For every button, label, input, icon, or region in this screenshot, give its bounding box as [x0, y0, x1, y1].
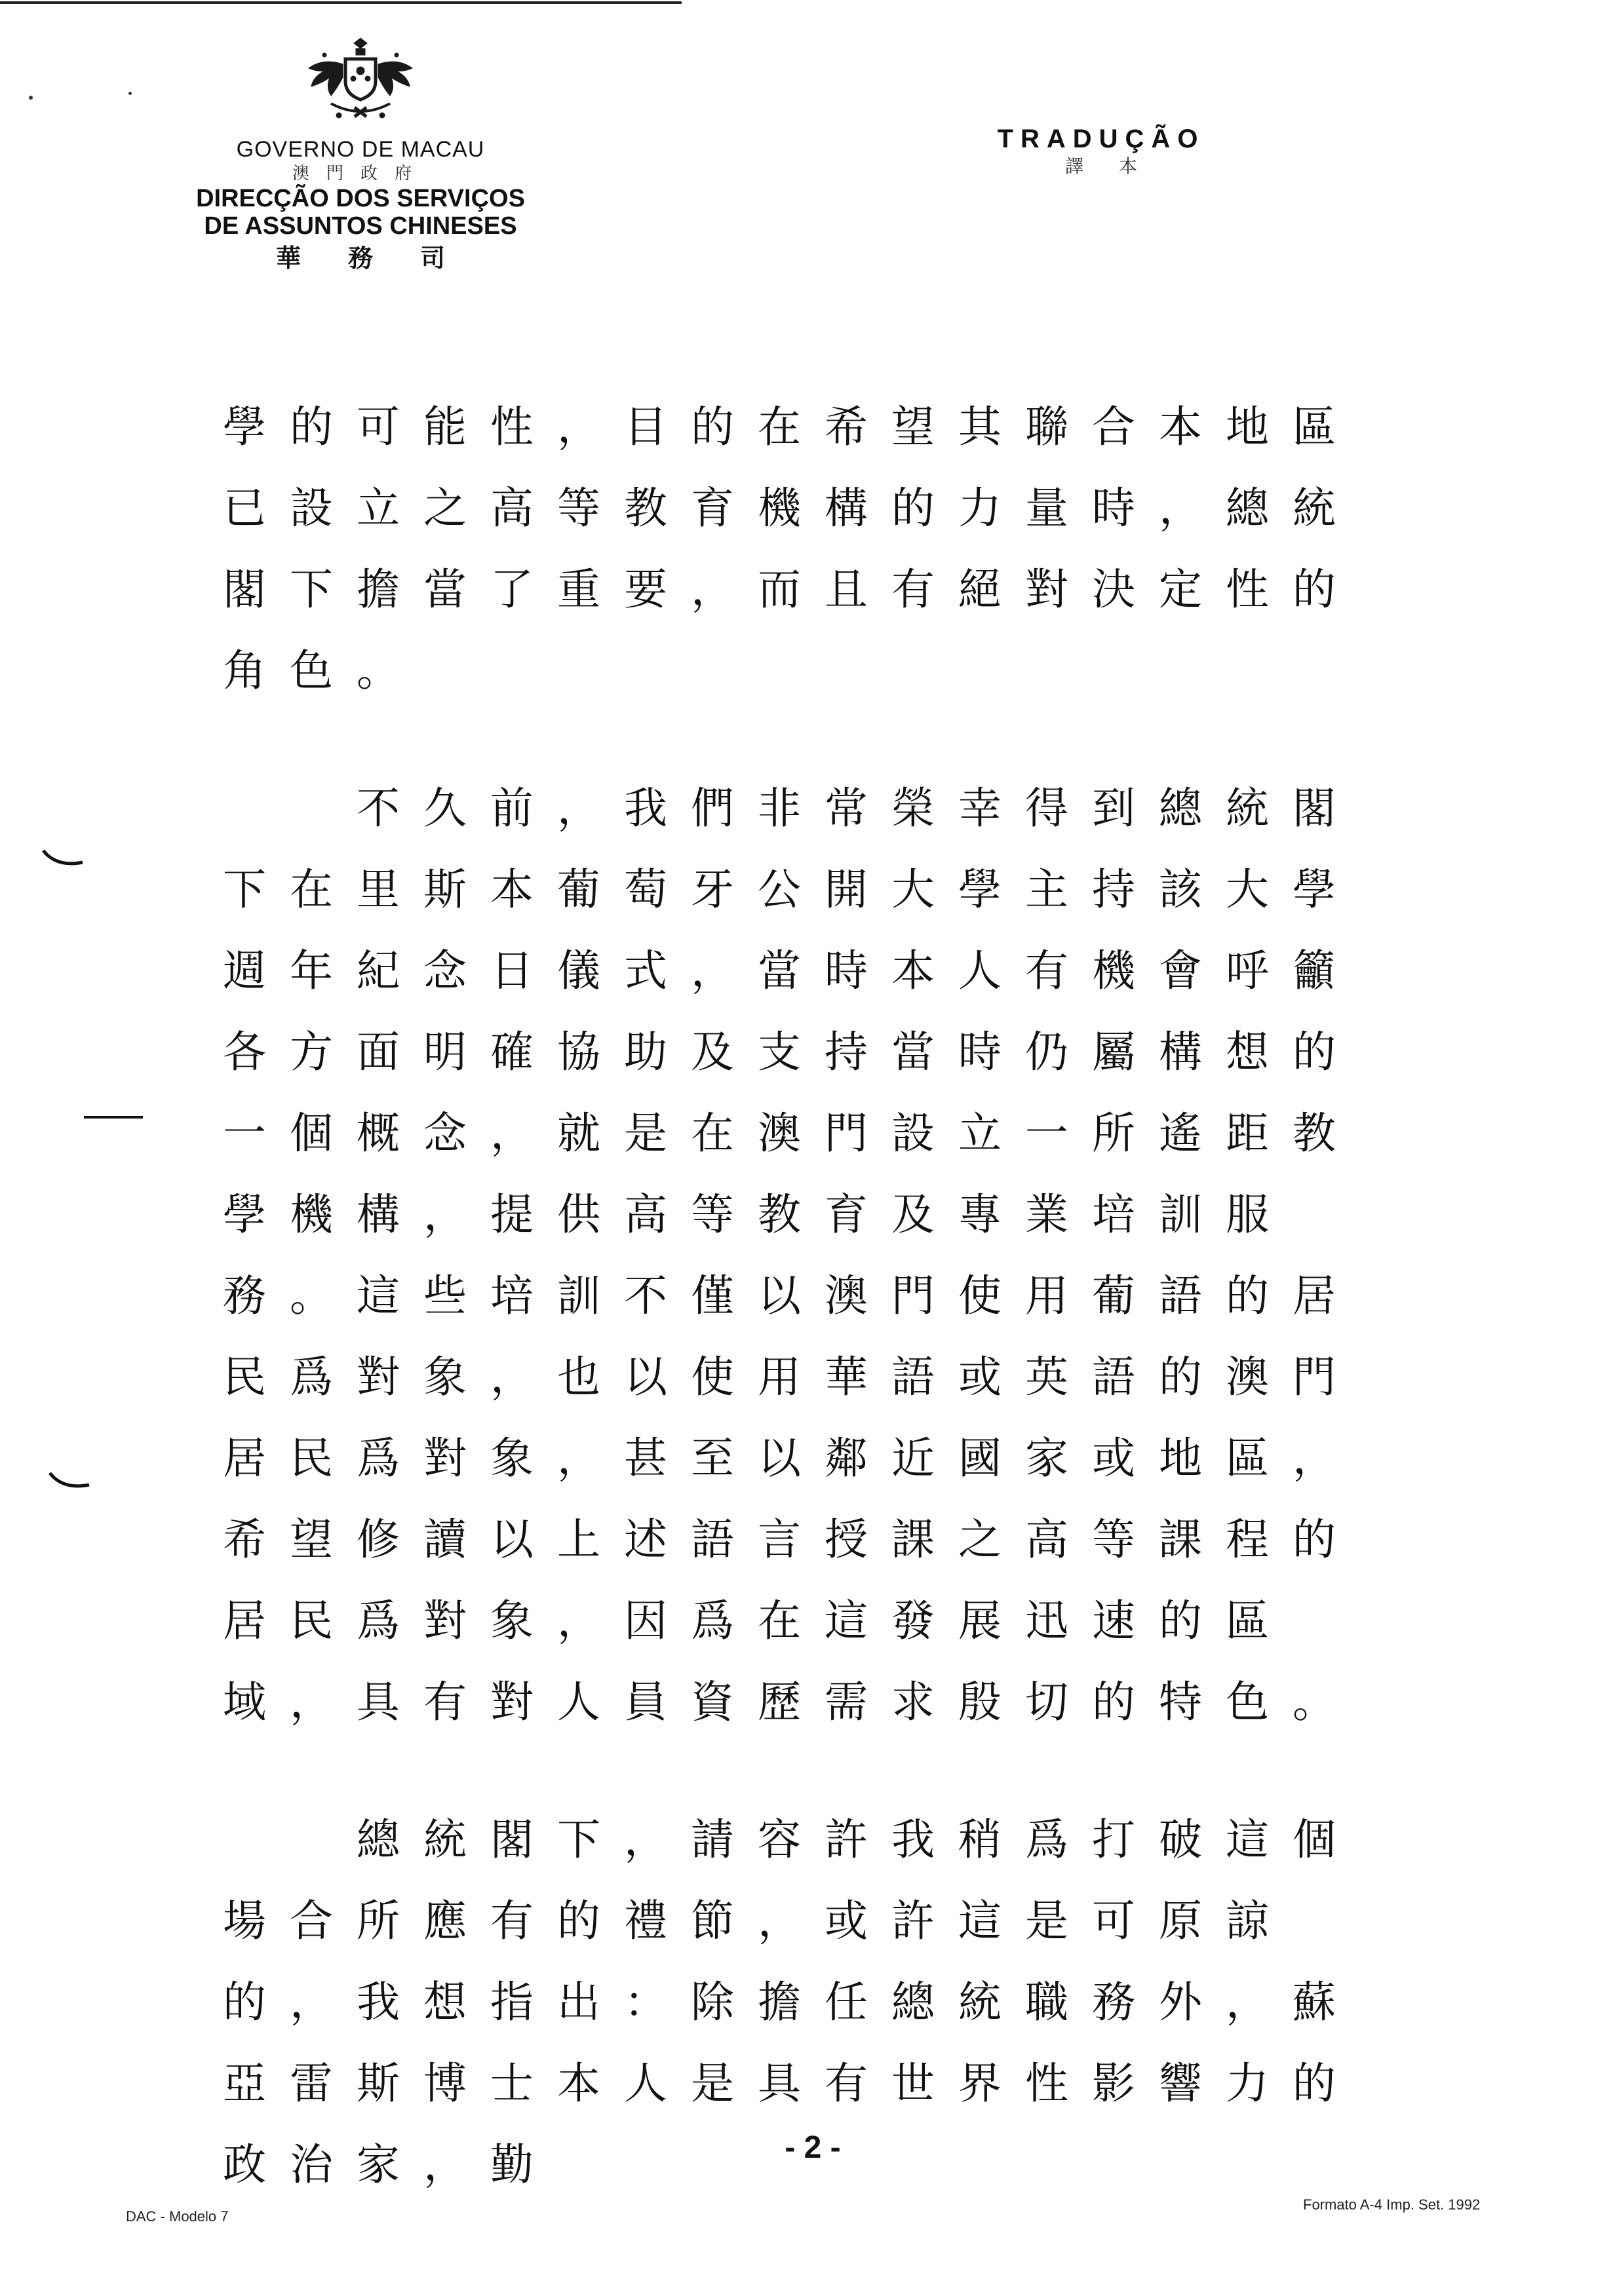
document-body [223, 387, 1396, 2206]
coat-of-arms-icon [298, 33, 423, 131]
form-model-label: DAC - Modelo 7 [126, 2208, 229, 2225]
government-name-chinese: 澳門政府 [292, 164, 429, 183]
body-paragraph-1: 學的可能性，目的在希望其聯合本地區已設立之高等教育機構的力量時，總統閣下擔當了重要，而且有絕對決定性的角色。 [223, 402, 1359, 696]
government-name: GOVERNO DE MACAU [236, 137, 485, 162]
margin-curve-mark-lower [46, 1468, 98, 1494]
margin-dash-mark [84, 1114, 143, 1120]
document-type-title: TRADUÇÃO [997, 124, 1205, 153]
department-name-line-1: DIRECÇÃO DOS SERVIÇOS [196, 185, 525, 212]
body-paragraph-3: 總統閣下，請容許我稍爲打破這個場合所應有的禮節，或許這是可原諒的，我想指出：除擔任總統職務外，蘇亞雷斯博士本人是具有世界性影響力的政治家，勤 [223, 1814, 1359, 2190]
document-type-chinese: 譯本 [1064, 155, 1173, 177]
department-name-chinese: 華務司 [275, 244, 492, 273]
department-name-line-2: DE ASSUNTOS CHINESES [204, 212, 517, 240]
page-number: - 2 - [785, 2130, 841, 2165]
letterhead [184, 33, 537, 277]
format-note: Formato A-4 Imp. Set. 1992 [1303, 2196, 1481, 2213]
margin-curve-mark [39, 845, 92, 871]
scan-speck [128, 92, 132, 95]
top-rule [0, 1, 682, 4]
document-type-block [963, 123, 1239, 178]
scan-speck [29, 96, 33, 100]
body-paragraph-2: 不久前，我們非常榮幸得到總統閣下在里斯本葡萄牙公開大學主持該大學週年紀念日儀式，當時本人有機會呼籲各方面明確協助及支持當時仍屬構想的一個概念，就是在澳門設立一所遙距教學機構，提供高等教育及專業培訓服務。這些培訓不僅以澳門使用葡語的居民爲對象，也以使用華語或英語的澳門居民爲對象，甚至以鄰近國家或地區，希望修讀以上述語言授課之高等課程的居民爲對象，因爲在這發展迅速的區域，具有對人員資歷需求殷切的特色。 [223, 783, 1359, 1727]
